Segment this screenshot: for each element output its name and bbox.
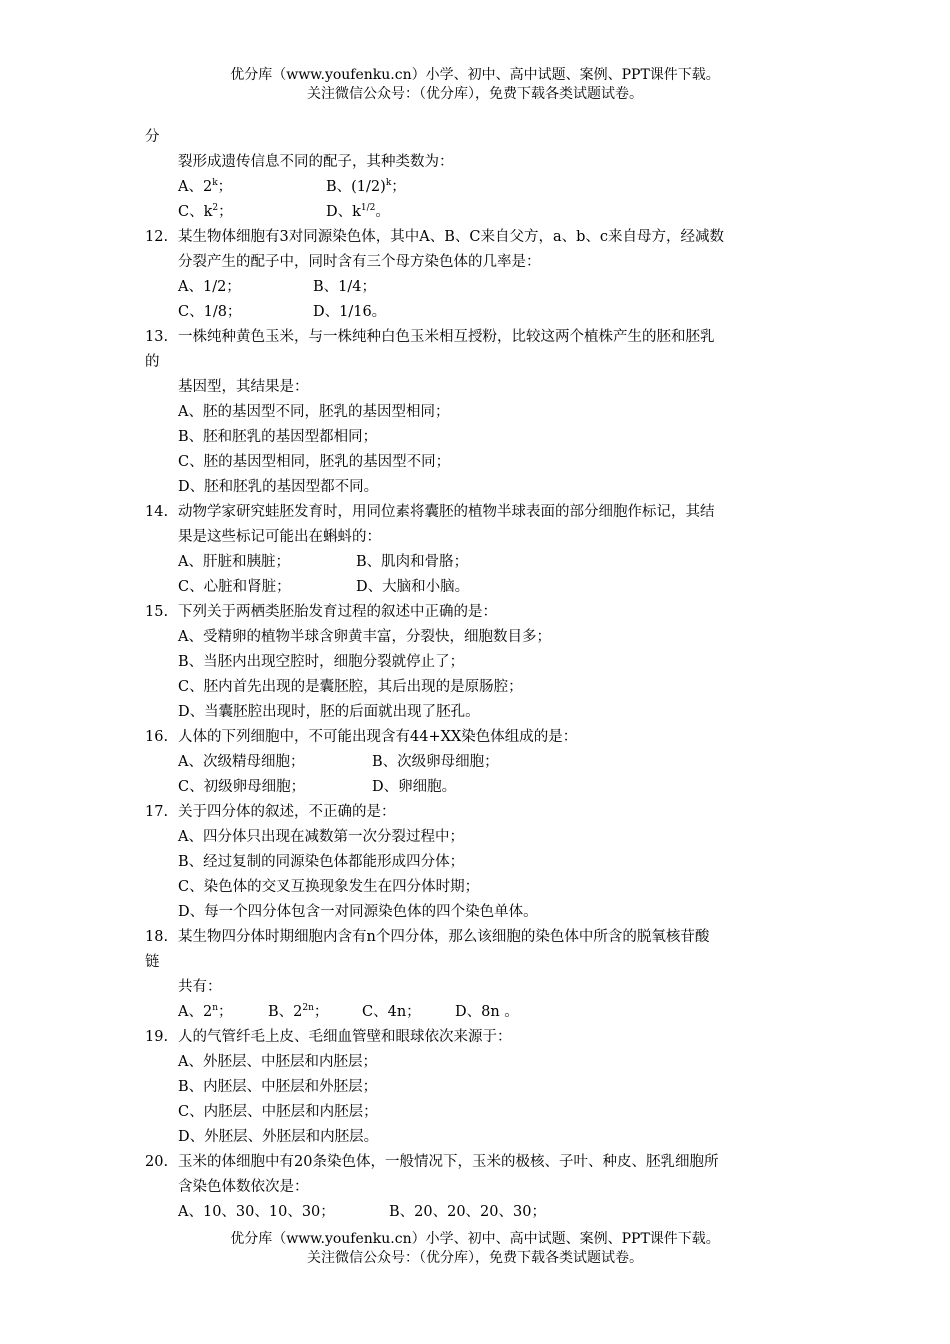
header-line-1: 优分库（www.youfenku.cn）小学、初中、高中试题、案例、PPT课件下载。 xyxy=(230,67,720,83)
q11-carry: 分 xyxy=(145,129,160,145)
q12-option-c: C、1/8； xyxy=(178,304,242,320)
q17-option-c: C、染色体的交叉互换现象发生在四分体时期； xyxy=(178,879,480,895)
q17-option-b: B、经过复制的同源染色体都能形成四分体； xyxy=(178,854,465,870)
q14-option-d: D、大脑和小脑。 xyxy=(356,579,470,595)
q18-stem-wrap: 链 xyxy=(145,954,160,970)
q11-stem: 裂形成遗传信息不同的配子，其种类数为： xyxy=(178,154,454,170)
q12-stem-line2: 分裂产生的配子中，同时含有三个母方染色体的几率是： xyxy=(178,254,541,270)
q16-number: 16. xyxy=(145,729,169,745)
q13-option-a: A、胚的基因型不同，胚乳的基因型相同； xyxy=(178,404,450,420)
q14-stem-line2: 果是这些标记可能出在蝌蚪的： xyxy=(178,529,381,545)
q14-option-c: C、心脏和肾脏； xyxy=(178,579,291,595)
q20-option-b: B、20、20、20、30； xyxy=(389,1204,546,1220)
q19-option-a: A、外胚层、中胚层和内胚层； xyxy=(178,1054,377,1070)
q15-option-b: B、当胚内出现空腔时，细胞分裂就停止了； xyxy=(178,654,465,670)
q16-option-c: C、初级卵母细胞； xyxy=(178,779,306,795)
q16-option-d: D、卵细胞。 xyxy=(372,779,457,795)
q12-option-a: A、1/2； xyxy=(178,279,241,295)
q17-number: 17. xyxy=(145,804,169,820)
header-line-2: 关注微信公众号：（优分库），免费下载各类试题试卷。 xyxy=(307,86,643,102)
page-footer xyxy=(0,1230,950,1268)
q13-option-d: D、胚和胚乳的基因型都不同。 xyxy=(178,479,379,495)
q18-option-a: A、2$^n$； xyxy=(178,1003,233,1020)
q12-option-b: B、1/4； xyxy=(313,279,376,295)
q13-option-c: C、胚的基因型相同，胚乳的基因型不同； xyxy=(178,454,451,470)
q20-stem-line2: 含染色体数依次是： xyxy=(178,1179,309,1195)
page-header xyxy=(0,66,950,104)
q14-number: 14. xyxy=(145,504,169,520)
q13-option-b: B、胚和胚乳的基因型都相同； xyxy=(178,429,378,445)
q20-option-a: A、10、30、10、30； xyxy=(178,1204,335,1220)
q16-option-a: A、次级精母细胞； xyxy=(178,754,305,770)
q11-option-b: B、$(1/2)^k$； xyxy=(326,178,406,195)
q14-option-b: B、肌肉和骨胳； xyxy=(356,554,469,570)
q13-stem-line2: 基因型，其结果是： xyxy=(178,379,309,395)
q16-option-b: B、次级卵母细胞； xyxy=(372,754,499,770)
q19-option-d: D、外胚层、外胚层和内胚层。 xyxy=(178,1129,379,1145)
footer-line-2: 关注微信公众号：（优分库），免费下载各类试题试卷。 xyxy=(307,1250,643,1266)
q18-option-d: D、8n 。 xyxy=(455,1004,519,1020)
footer-line-1: 优分库（www.youfenku.cn）小学、初中、高中试题、案例、PPT课件下载。 xyxy=(230,1231,720,1247)
q11-option-d: D、$k^{1/2}$。 xyxy=(326,203,390,220)
q15-option-a: A、受精卵的植物半球含卵黄丰富，分裂快，细胞数目多； xyxy=(178,629,551,645)
q18-number: 18. xyxy=(145,929,169,945)
q18-stem-line2: 共有： xyxy=(178,979,222,995)
q11-option-a: A、2$^k$； xyxy=(178,178,233,195)
q17-option-d: D、每一个四分体包含一对同源染色体的四个染色单体。 xyxy=(178,904,538,920)
q18-option-b: B、$2^{2n}$； xyxy=(268,1003,329,1020)
q12-number: 12. xyxy=(145,229,169,245)
q14-option-a: A、肝脏和胰脏； xyxy=(178,554,290,570)
q15-number: 15. xyxy=(145,604,169,620)
q15-option-c: C、胚内首先出现的是囊胚腔，其后出现的是原肠腔； xyxy=(178,679,523,695)
q11-option-c: C、$k^2$； xyxy=(178,203,233,220)
q20-number: 20. xyxy=(145,1154,169,1170)
q19-option-c: C、内胚层、中胚层和内胚层； xyxy=(178,1104,378,1120)
q13-number: 13. xyxy=(145,329,169,345)
q12-option-d: D、1/16。 xyxy=(313,304,387,320)
q18-option-c: C、4n； xyxy=(362,1004,421,1020)
q17-option-a: A、四分体只出现在减数第一次分裂过程中； xyxy=(178,829,464,845)
q13-stem-wrap: 的 xyxy=(145,354,160,370)
q15-option-d: D、当囊胚腔出现时，胚的后面就出现了胚孔。 xyxy=(178,704,480,720)
q19-number: 19. xyxy=(145,1029,169,1045)
q19-option-b: B、内胚层、中胚层和外胚层； xyxy=(178,1079,378,1095)
